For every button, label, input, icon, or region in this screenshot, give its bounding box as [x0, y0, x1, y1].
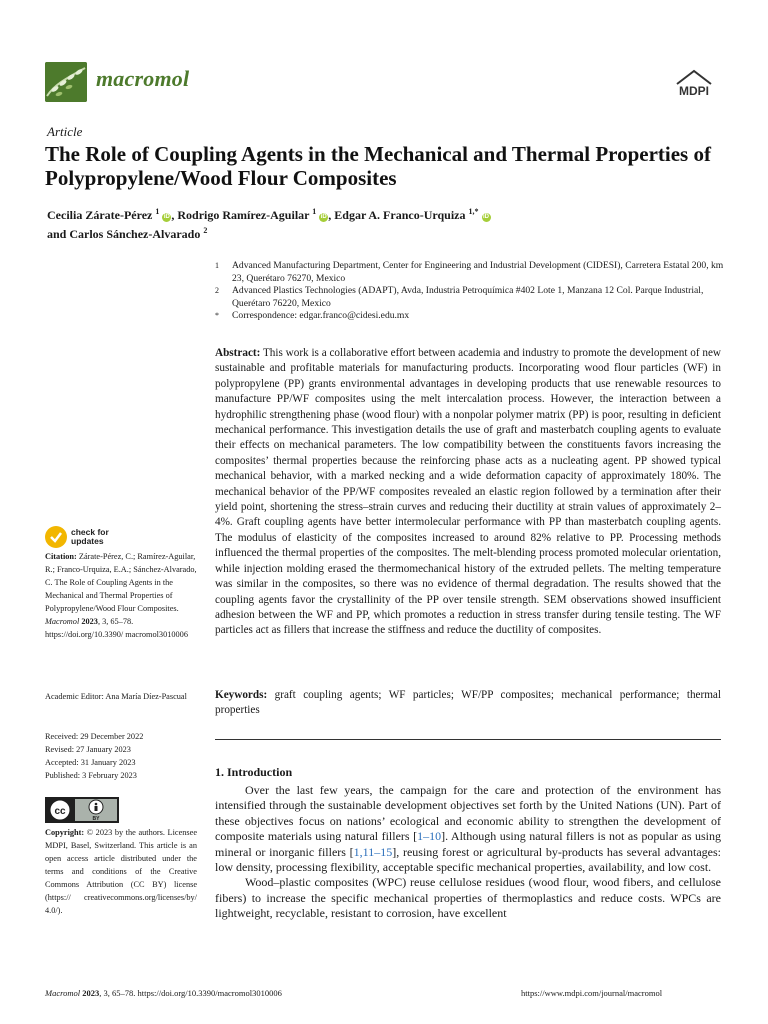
keywords-label: Keywords:	[215, 689, 268, 701]
author-affil-mark: 1	[155, 207, 160, 216]
cc-by-license-icon[interactable]	[45, 797, 119, 823]
check-updates-icon	[45, 526, 67, 548]
published-date: Published: 3 February 2023	[45, 771, 137, 780]
reference-link[interactable]: 1,11–15	[353, 844, 393, 859]
citation-text: Zárate-Pérez, C.; Ramírez-Aguilar, R.; Franco-Urquiza, E.A.; Sánchez-Alvarado, C. The Role of Coupling Agents in the Mechanical and Thermal Properties of Polypropylene/Wood Flour Composites.	[45, 552, 197, 613]
check-updates-label	[71, 528, 109, 546]
journal-logo-icon	[45, 62, 87, 102]
reference-link[interactable]: 1–10	[417, 829, 442, 844]
affiliation	[215, 310, 725, 323]
affiliation-number: 2	[215, 286, 219, 295]
affiliation-text: Advanced Manufacturing Department, Center for Engineering and Industrial Development (CIDESI), Carretera Estatal 200, km 23, Querétaro 76270, Mexico	[232, 260, 724, 284]
abstract-text: This work is a collaborative effort between academia and industry to promote the development of new sustainable and profitable materials for manufacturing products. Incorporating wood flour particles (WF) in polypropylene (PP) grants environmental advantages in developing products that use renewable resources to manufacture PP/WF composites using the melt intercalation process. However, the interaction between a hydrophilic strengthening phase (wood flour) with a nonpolar polymer matrix (PP) is poor, resulting in deficient mechanical performance. This investigation details the use of graft and masterbatch coupling agents to evaluate their effects on mechanical parameters. The low compatibility between the constituents favors increasing the composites’ thermal properties because the reinforcing phase acts as a nucleating agent. PP showed typical mechanical behavior, with a marked necking and a wide deformation capacity of approximately 180%. The mechanical behavior of the PP/WF composites revealed an elastic region followed by a termination after their yield point, shortening the stress–strain curves and reducing their ductility at strain values of approximately 2–4%. Graft coupling agents have better intermolecular performance with PP than masterbatch coupling agents. The modulus of elasticity of the composites increased to around 82% relative to PP. Processing methods influenced the thermal properties of the composites. The melt-blending process promoted molecular orientation, while injection molding erased the thermomechanical history of the extruded pellets. The melting temperature was similar in the composites, so there was no evidence of thermal degradation. The results showed that the coupling agents favor the crystallinity of the PP over tensile strength. SEM observations showed insufficient adhesion between the WF and PP, which promotes a reduction in stress transfer during tensile testing. The WF particles act as fillers that increase the stiffness and reduce the ductility of composites.	[215, 347, 721, 637]
paragraph: Wood–plastic composites (WPC) reuse cellulose residues (wood flour, wood fibers, and cellulose fibers) to increase the specific mechanical properties of thermoplastics and reduce costs. WPCs are lightweight, recyclable, resistant to corrosion, have excellent	[215, 875, 721, 921]
correspondence[interactable]: Correspondence: edgar.franco@cidesi.edu.mx	[232, 310, 410, 321]
affiliations	[215, 260, 725, 323]
revised-date: Revised: 27 January 2023	[45, 745, 131, 754]
author-name[interactable]: Carlos Sánchez-Alvarado	[69, 227, 201, 241]
citation-doi[interactable]: , 3, 65–78. https://doi.org/10.3390/ macromol3010006	[45, 617, 188, 639]
copyright-label: Copyright:	[45, 828, 85, 837]
text-run: ]. Although using natural fillers is not as popular as using mineral or inorganic fillers [	[215, 829, 722, 859]
svg-text:BY: BY	[92, 816, 100, 822]
svg-text:MDPI: MDPI	[679, 84, 709, 98]
check-updates-line2: updates	[71, 536, 104, 546]
affiliation	[215, 285, 725, 310]
citation-journal: Macromol	[45, 617, 80, 626]
abstract-label: Abstract:	[215, 347, 261, 359]
text-run: Over the last few years, the campaign for the care and protection of the environment has intensified through the sustainable development objectives set forth by the United Nations (UN). Part of these objectives focus on nations’ ecological and economic ability to strengthen the development of composite materials using natural fillers [	[215, 783, 721, 844]
footer-year: 2023	[82, 988, 100, 998]
footer-doi[interactable]: , 3, 65–78. https://doi.org/10.3390/macromol3010006	[99, 988, 282, 998]
abstract	[215, 346, 721, 639]
introduction-body	[215, 783, 721, 922]
copyright-notice	[45, 826, 197, 917]
academic-editor: Academic Editor: Ana María Díez-Pascual	[45, 692, 187, 701]
received-date: Received: 29 December 2022	[45, 732, 144, 741]
citation-year: 2023	[81, 617, 98, 626]
author-name[interactable]: Rodrigo Ramírez-Aguilar	[177, 208, 310, 222]
affiliation	[215, 260, 725, 285]
check-for-updates-button[interactable]	[45, 526, 165, 552]
author-affil-mark: 1,*	[468, 207, 479, 216]
author-affil-mark: 2	[203, 226, 208, 235]
author-name[interactable]: Cecilia Zárate-Pérez	[47, 208, 153, 222]
article-type: Article	[47, 124, 83, 139]
affiliation-number: *	[215, 311, 219, 320]
affiliation-text: Advanced Plastics Technologies (ADAPT), Avda, Industria Petroquímica #402 Lote 1, Manzana 12 Col. Parque Industrial, Querétaro 76220, Mexico	[232, 285, 704, 309]
citation-block	[45, 550, 197, 641]
section-heading: 1. Introduction	[215, 765, 293, 779]
orcid-icon[interactable]: iD	[320, 214, 327, 220]
footer-citation	[45, 988, 282, 998]
orcid-icon[interactable]: iD	[163, 214, 170, 220]
check-updates-line1: check for	[71, 527, 109, 537]
article-title: The Role of Coupling Agents in the Mechanical and Thermal Properties of Polypropylene/Wood Flour Composites	[45, 142, 711, 190]
footer-journal: Macromol	[45, 988, 81, 998]
journal-name: macromol	[96, 66, 190, 91]
publication-dates	[45, 730, 197, 782]
text-run: ], reusing forest or agricultural by-products has several advantages: low density, processing flexibility, acceptable specific mechanical properties, availability, and low cost.	[215, 844, 721, 875]
svg-text:cc: cc	[54, 806, 66, 817]
affiliation-number: 1	[215, 261, 219, 270]
copyright-text: © 2023 by the authors. Licensee MDPI, Basel, Switzerland. This article is an open access article distributed under the terms and conditions of the Creative Commons Attribution (CC BY) license (https:// creativecommons.org/licenses/by/ 4.0/).	[45, 828, 198, 915]
orcid-icon[interactable]: iD	[483, 214, 489, 220]
section-divider	[215, 739, 721, 740]
keywords	[215, 688, 721, 719]
author-list: Cecilia Zárate-Pérez $^1$ iD , Rodrigo Ramírez-Aguilar $^1$ iD , Edgar A. Franco-Urquiza $^{1,*}$ iD and Carlos Sánchez-Alvarado $^2$	[47, 207, 489, 241]
keywords-text: graft coupling agents; WF particles; WF/PP composites; mechanical performance; thermal properties	[215, 689, 721, 717]
author-name[interactable]: Edgar A. Franco-Urquiza	[334, 208, 466, 222]
citation-label: Citation:	[45, 552, 77, 561]
mdpi-logo-icon	[669, 68, 719, 102]
paragraph	[215, 783, 721, 875]
accepted-date: Accepted: 31 January 2023	[45, 758, 136, 767]
author-affil-mark: 1	[312, 207, 317, 216]
footer-journal-url[interactable]: https://www.mdpi.com/journal/macromol	[521, 988, 663, 998]
